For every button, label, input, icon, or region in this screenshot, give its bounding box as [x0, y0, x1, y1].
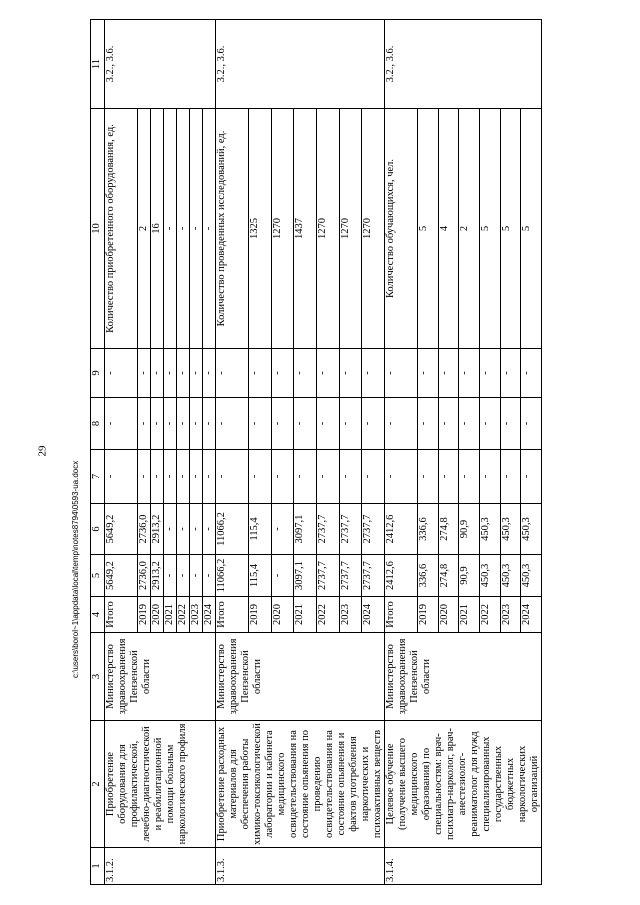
indicator-value-cell: 1270	[339, 109, 362, 349]
year-cell: Итого	[216, 597, 249, 633]
value-cell: -	[459, 398, 480, 450]
value-cell: -	[521, 398, 542, 450]
value-cell: -	[521, 349, 542, 398]
value-cell: -	[203, 398, 216, 450]
section-name: Приобретение оборудования для профилактической, лечебно-диагностической и реабилитационной помощи больным наркологического профиля	[105, 721, 216, 848]
value-cell: -	[216, 450, 249, 504]
indicator-cell: Количество обучающихся, чел.	[385, 109, 418, 349]
value-cell: -	[190, 398, 203, 450]
value-cell: -	[500, 450, 521, 504]
value-cell: 336,6	[418, 555, 439, 597]
value-cell: 2737,7	[362, 504, 385, 555]
indicator-value-cell: 1270	[271, 109, 294, 349]
value-cell: -	[362, 450, 385, 504]
value-cell: -	[177, 555, 190, 597]
value-cell: 450,3	[521, 504, 542, 555]
value-cell: 5649,2	[105, 504, 138, 555]
value-cell: -	[294, 398, 317, 450]
value-cell: -	[151, 398, 164, 450]
value-cell: 2737,7	[339, 504, 362, 555]
value-cell: 3097,1	[294, 555, 317, 597]
header-cell: 7	[91, 450, 105, 504]
value-cell: -	[138, 398, 151, 450]
value-cell: -	[138, 349, 151, 398]
value-cell: -	[521, 450, 542, 504]
value-cell: -	[294, 450, 317, 504]
value-cell: -	[138, 450, 151, 504]
value-cell: -	[177, 398, 190, 450]
value-cell: -	[216, 349, 249, 398]
value-cell: -	[316, 349, 339, 398]
value-cell: -	[271, 504, 294, 555]
value-cell: 90,9	[459, 504, 480, 555]
header-row	[91, 20, 105, 885]
value-cell: -	[177, 349, 190, 398]
value-cell: 2913,2	[151, 555, 164, 597]
year-cell: 2022	[316, 597, 339, 633]
value-cell: 450,3	[479, 555, 500, 597]
value-cell: -	[316, 450, 339, 504]
value-cell: -	[271, 349, 294, 398]
value-cell: -	[105, 450, 138, 504]
value-cell: 2736,0	[138, 555, 151, 597]
value-cell: 5649,2	[105, 555, 138, 597]
year-cell: 2024	[521, 597, 542, 633]
value-cell: -	[500, 349, 521, 398]
value-cell: -	[418, 398, 439, 450]
section-total-row	[385, 20, 418, 885]
value-cell: -	[500, 398, 521, 450]
header-cell: 2	[91, 721, 105, 848]
section-index: 3.1.4.	[385, 848, 542, 885]
value-cell: -	[362, 398, 385, 450]
year-cell: 2022	[177, 597, 190, 633]
value-cell: -	[164, 349, 177, 398]
value-cell: 2412,6	[385, 555, 418, 597]
value-cell: 2737,7	[316, 555, 339, 597]
year-cell: 2020	[271, 597, 294, 633]
section-executor: Министерство здравоохранения Пензенской области	[216, 633, 385, 721]
value-cell: 450,3	[521, 555, 542, 597]
value-cell: 274,8	[438, 555, 459, 597]
value-cell: 90,9	[459, 555, 480, 597]
value-cell: -	[418, 450, 439, 504]
value-cell: 274,8	[438, 504, 459, 555]
indicator-value-cell: 5	[479, 109, 500, 349]
year-cell: 2022	[479, 597, 500, 633]
value-cell: -	[479, 450, 500, 504]
header-cell: 3	[91, 633, 105, 721]
indicator-value-cell: 1325	[249, 109, 272, 349]
value-cell: -	[479, 349, 500, 398]
value-cell: -	[190, 349, 203, 398]
value-cell: 450,3	[500, 555, 521, 597]
value-cell: -	[249, 349, 272, 398]
section-index: 3.1.3.	[216, 848, 385, 885]
indicator-value-cell: 5	[418, 109, 439, 349]
indicator-value-cell: -	[164, 109, 177, 349]
value-cell: -	[271, 398, 294, 450]
page-number-text: 29	[36, 445, 49, 457]
footer-path: c:\users\borol~1\appdata\local\temp\notes8794\0593-ua.docx	[71, 460, 80, 678]
value-cell: -	[438, 398, 459, 450]
section-name: Приобретение расходных материалов для обеспечения работы химико-токсикологической лаборатории и кабинета медицинского освидетельствования на состояние опьянения по проведению освидетельствования на состояние опьянения и фактов употребления наркотических и психоактивных веществ	[216, 721, 385, 848]
value-cell: -	[271, 555, 294, 597]
year-cell: 2019	[418, 597, 439, 633]
section-executor: Министерство здравоохранения Пензенской области	[105, 633, 216, 721]
value-cell: 450,3	[479, 504, 500, 555]
value-cell: -	[438, 450, 459, 504]
value-cell: -	[164, 555, 177, 597]
value-cell: -	[362, 349, 385, 398]
value-cell: -	[438, 349, 459, 398]
year-cell: 2020	[438, 597, 459, 633]
value-cell: -	[385, 349, 418, 398]
section-name: Целевое обучение (получение высшего медицинского образования) по специальностям: врач-психиатр-нарколог, врач-анестезиолог-реаниматолог для нужд специализированных государственных бюджетных наркологических организаций	[385, 721, 542, 848]
value-cell: -	[203, 349, 216, 398]
value-cell: -	[105, 398, 138, 450]
year-cell: 2023	[339, 597, 362, 633]
indicator-cell: Количество приобретенного оборудования, ед.	[105, 109, 138, 349]
section-total-row	[105, 20, 138, 885]
value-cell: 115,4	[249, 504, 272, 555]
value-cell: -	[339, 349, 362, 398]
value-cell: -	[190, 555, 203, 597]
ref-cell: 3.2., 3.6.	[216, 20, 385, 109]
value-cell: 2737,7	[316, 504, 339, 555]
year-cell: 2019	[138, 597, 151, 633]
indicator-value-cell: 1270	[316, 109, 339, 349]
indicator-value-cell: 4	[438, 109, 459, 349]
value-cell: 2736,0	[138, 504, 151, 555]
value-cell: -	[249, 398, 272, 450]
header-cell: 4	[91, 597, 105, 633]
indicator-value-cell: 2	[459, 109, 480, 349]
value-cell: -	[249, 450, 272, 504]
value-cell: -	[316, 398, 339, 450]
indicator-value-cell: 5	[500, 109, 521, 349]
value-cell: 450,3	[500, 504, 521, 555]
value-cell: 3097,1	[294, 504, 317, 555]
header-cell: 1	[91, 848, 105, 885]
ref-cell: 3.2., 3.6.	[105, 20, 216, 109]
value-cell: -	[164, 450, 177, 504]
value-cell: -	[216, 398, 249, 450]
header-cell: 9	[91, 349, 105, 398]
value-cell: -	[459, 349, 480, 398]
value-cell: -	[271, 450, 294, 504]
section-index: 3.1.2.	[105, 848, 216, 885]
page-number	[37, 445, 57, 465]
year-cell: 2020	[151, 597, 164, 633]
value-cell: 2412,6	[385, 504, 418, 555]
header-cell: 11	[91, 20, 105, 109]
indicator-value-cell: 1437	[294, 109, 317, 349]
header-cell: 5	[91, 555, 105, 597]
indicator-cell: Количество проведенных исследований, ед.	[216, 109, 249, 349]
value-cell: -	[164, 504, 177, 555]
value-cell: -	[151, 349, 164, 398]
value-cell: 11066,2	[216, 504, 249, 555]
year-cell: 2021	[164, 597, 177, 633]
header-cell: 6	[91, 504, 105, 555]
value-cell: -	[177, 450, 190, 504]
indicator-value-cell: -	[203, 109, 216, 349]
indicator-value-cell: 5	[521, 109, 542, 349]
year-cell: Итого	[105, 597, 138, 633]
value-cell: -	[203, 450, 216, 504]
section-total-row	[216, 20, 249, 885]
value-cell: -	[339, 398, 362, 450]
value-cell: -	[105, 349, 138, 398]
value-cell: -	[203, 555, 216, 597]
value-cell: -	[385, 398, 418, 450]
value-cell: -	[177, 504, 190, 555]
value-cell: 11066,2	[216, 555, 249, 597]
value-cell: -	[385, 450, 418, 504]
value-cell: 2737,7	[362, 555, 385, 597]
value-cell: 115,4	[249, 555, 272, 597]
value-cell: 336,6	[418, 504, 439, 555]
year-cell: 2024	[203, 597, 216, 633]
year-cell: 2024	[362, 597, 385, 633]
value-cell: -	[418, 349, 439, 398]
year-cell: 2021	[459, 597, 480, 633]
year-cell: 2023	[190, 597, 203, 633]
value-cell: -	[294, 349, 317, 398]
year-cell: Итого	[385, 597, 418, 633]
value-cell: -	[479, 398, 500, 450]
header-cell: 8	[91, 398, 105, 450]
ref-cell: 3.2., 3.6.	[385, 20, 542, 109]
program-table	[90, 19, 542, 885]
year-cell: 2023	[500, 597, 521, 633]
value-cell: -	[190, 504, 203, 555]
indicator-value-cell: 1270	[362, 109, 385, 349]
value-cell: -	[459, 450, 480, 504]
indicator-value-cell: -	[177, 109, 190, 349]
header-cell: 10	[91, 109, 105, 349]
rotated-table-container	[90, 20, 615, 885]
value-cell: 2737,7	[339, 555, 362, 597]
year-cell: 2021	[294, 597, 317, 633]
year-cell: 2019	[249, 597, 272, 633]
value-cell: -	[164, 398, 177, 450]
value-cell: -	[203, 504, 216, 555]
value-cell: -	[339, 450, 362, 504]
indicator-value-cell: 16	[151, 109, 164, 349]
indicator-value-cell: -	[190, 109, 203, 349]
indicator-value-cell: 2	[138, 109, 151, 349]
value-cell: -	[151, 450, 164, 504]
section-executor: Министерство здравоохранения Пензенской области	[385, 633, 542, 721]
value-cell: 2913,2	[151, 504, 164, 555]
value-cell: -	[190, 450, 203, 504]
